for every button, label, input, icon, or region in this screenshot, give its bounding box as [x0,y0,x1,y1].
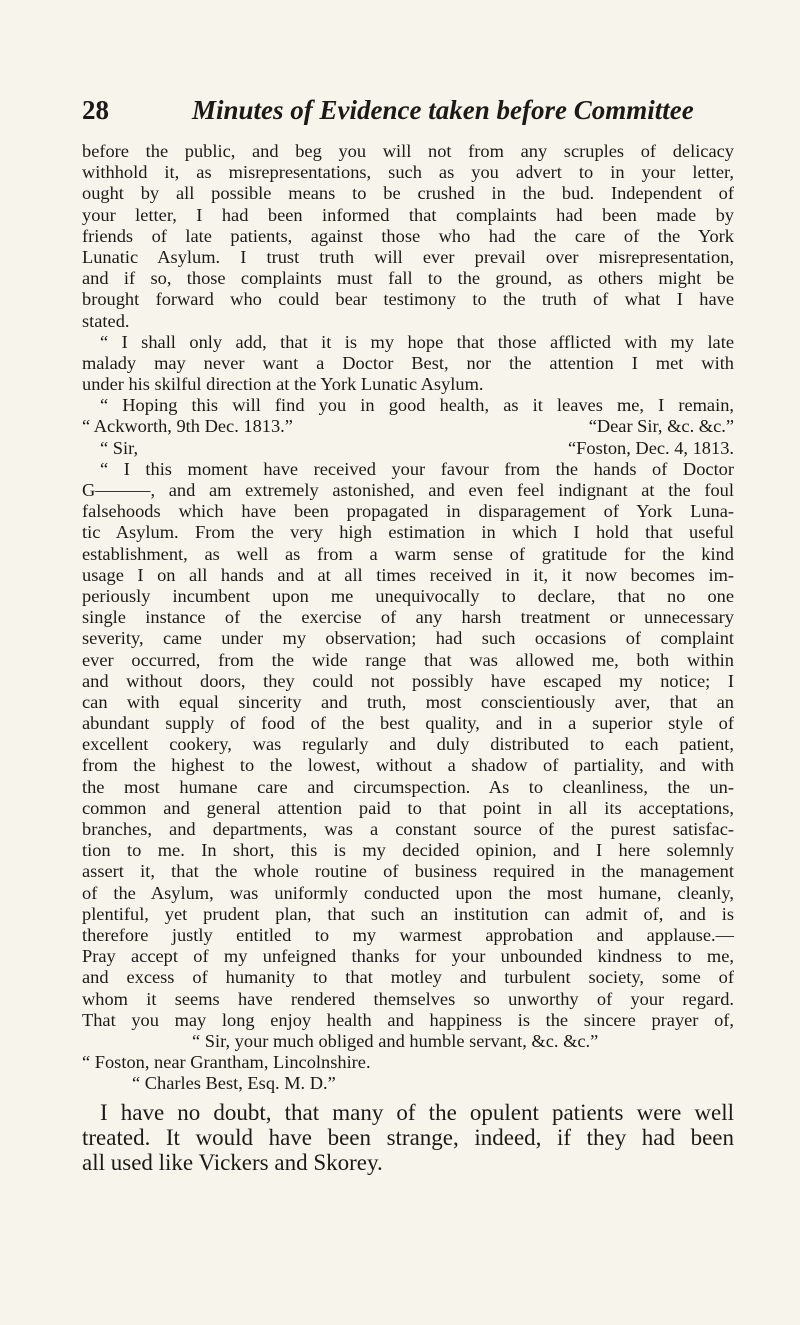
text-line: malady may never want a Doctor Best, nor the attention I met with [82,352,734,373]
text-line: severity, came under my observation; had such occasions of complaint [82,628,734,649]
text-line: Pray accept of my unfeigned thanks for your unbounded kindness to me, [82,946,734,967]
letter-body [82,459,734,1031]
text-line: abundant supply of food of the best quality, and in a superior style of [82,713,734,734]
running-title: Minutes of Evidence taken before Committee [192,95,694,125]
text-line: ought by all possible means to be crushed in the bud. Independent of [82,183,734,204]
text-line: your letter, I had been informed that complaints had been made by [82,204,734,225]
text-line: usage I on all hands and at all times received in it, it now becomes im- [82,564,734,585]
text-line: and without doors, they could not possibly have escaped my notice; I [82,670,734,691]
page-number: 28 [82,95,109,125]
text-line: single instance of the exercise of any harsh treatment or unnecessary [82,607,734,628]
editorial-comment [82,1100,734,1175]
text-line: Lunatic Asylum. I trust truth will ever prevail over misrepresentation, [82,246,734,267]
text-line: the most humane care and circumspection. As to cleanliness, the un- [82,776,734,797]
text-line: therefore justly entitled to my warmest approbation and applause.— [82,924,734,945]
salutation-line [82,438,734,459]
text-line: treated. It would have been strange, indeed, if they had been [82,1125,734,1151]
text-line: and if so, those complaints must fall to the ground, as others might be [82,268,734,289]
text-line: “ I this moment have received your favour from the hands of Doctor [100,458,734,479]
text-line: plentiful, yet prudent plan, that such an institution can admit of, and is [82,903,734,924]
text-line: falsehoods which have been propagated in disparagement of York Luna- [82,501,734,522]
text-line: of the Asylum, was uniformly conducted upon the most humane, cleanly, [82,882,734,903]
text-line: “ Hoping this will find you in good health, as it leaves me, I remain, [100,395,734,416]
text-line: all used like Vickers and Skorey. [82,1150,383,1176]
text-line: whom it seems have rendered themselves so unworthy of your regard. [82,988,734,1009]
text-line: branches, and departments, was a constant source of the purest satisfac- [82,819,734,839]
text-line: under his skilful direction at the York Lunatic Asylum. [82,374,484,395]
paragraph-hoping [82,395,734,437]
text-line: G———, and am extremely astonished, and even feel indignant at the foul [82,480,734,500]
letter-dateline: “Foston, Dec. 4, 1813. [567,437,734,458]
text-line: friends of late patients, against those who had the care of the York [82,225,734,246]
text-line: stated. [82,310,130,331]
page-header [82,92,722,132]
signoff-closing: “Dear Sir, &c. &c.” [588,416,734,437]
text-line: assert it, that the whole routine of business required in the management [82,861,734,882]
paragraph-doctor-best [82,332,734,396]
text-line: brought forward who could bear testimony to the truth of what I have [82,289,734,310]
text-line: tion to me. In short, this is my decided opinion, and I here solemnly [82,840,734,861]
letter-place: “ Foston, near Grantham, Lincolnshire. [82,1052,371,1073]
letter-closing: “ Sir, your much obliged and humble servant, &c. &c.” [192,1030,599,1051]
paragraph-opening [82,141,734,332]
text-line: excellent cookery, was regularly and duly distributed to each patient, [82,734,734,755]
text-line: periously incumbent upon me unequivocally to declare, that no one [82,585,734,606]
text-line: common and general attention paid to that point in all its acceptations, [82,797,734,818]
salutation: “ Sir, [100,437,139,458]
text-line: and excess of humanity to that motley and turbulent society, some of [82,967,734,988]
text-line: can with equal sincerity and truth, most conscientiously aver, that an [82,691,734,712]
text-line: from the highest to the lowest, without a shadow of partiality, and with [82,755,734,776]
text-line: I have no doubt, that many of the opulent patients were well [100,1100,734,1126]
letter-addressee: “ Charles Best, Esq. M. D.” [132,1073,336,1094]
body-text [82,141,734,1175]
text-line: ever occurred, from the wide range that was allowed me, both within [82,649,734,670]
text-line: withhold it, as misrepresentations, such as you advert to in your letter, [82,162,734,183]
signoff-place-date: “ Ackworth, 9th Dec. 1813.” [82,416,293,437]
text-line: “ I shall only add, that it is my hope that those afflicted with my late [100,331,734,352]
text-line: That you may long enjoy health and happiness is the sincere prayer of, [82,1009,734,1030]
text-line: before the public, and beg you will not from any scruples of delicacy [82,141,734,161]
text-line: establishment, as well as from a warm sense of gratitude for the kind [82,543,734,564]
signoff-line [82,416,734,437]
text-line: tic Asylum. From the very high estimation in which I hold that useful [82,522,734,543]
